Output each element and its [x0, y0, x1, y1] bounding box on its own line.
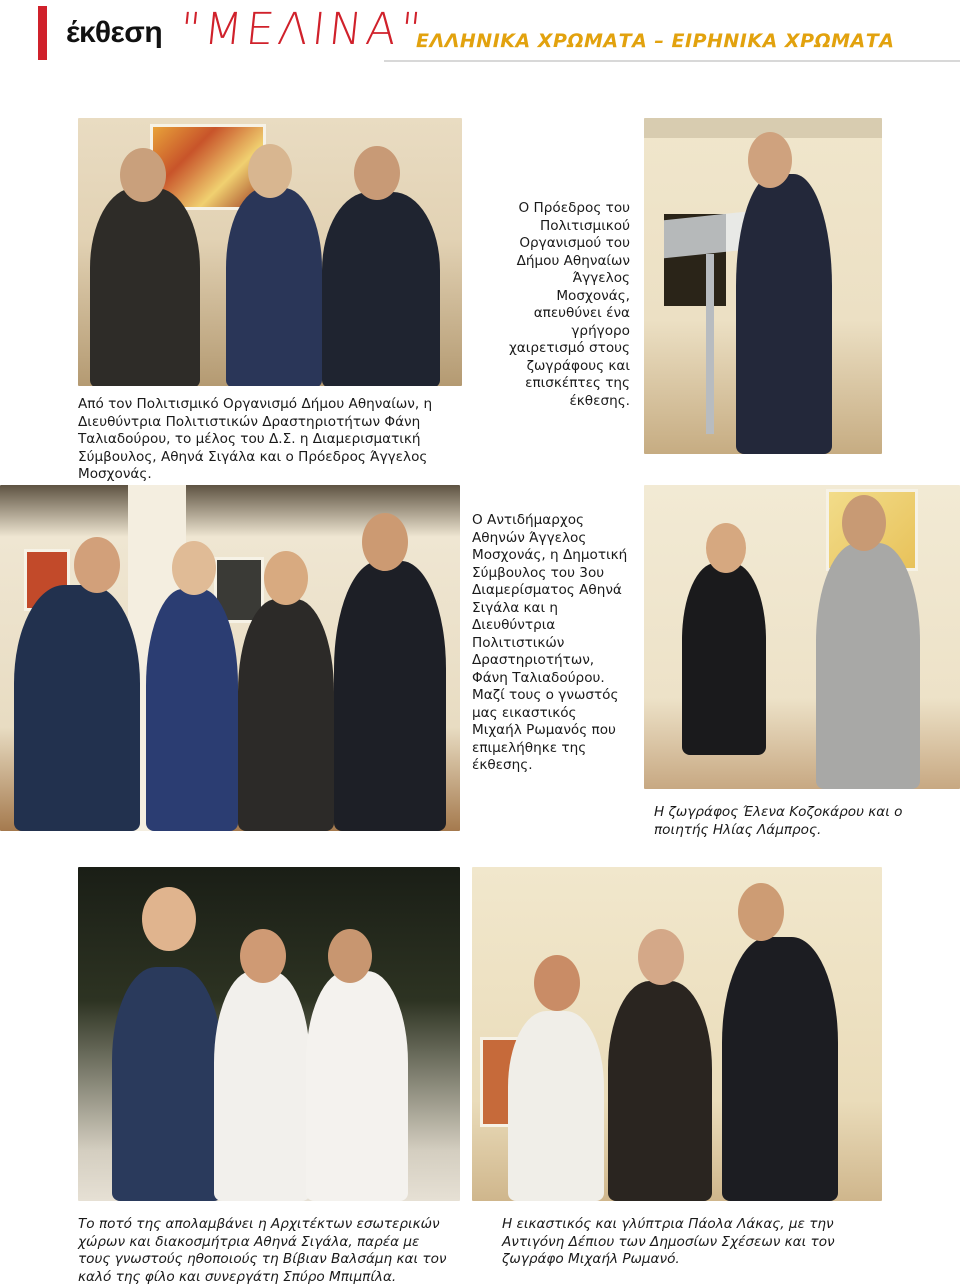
- photo-group-three: [78, 118, 462, 386]
- person-head: [240, 929, 286, 983]
- caption-group-four: Ο Αντιδήμαρχος Αθηνών Άγγελος Μοσχονάς, η Δημοτική Σύμβουλος του 3ου Διαμερίσματος Αθηνά Σιγάλα και η Διευθύντρια Πολιτιστικών Δραστηριοτήτων, Φάνη Ταλιαδούρου. Μαζί τους ο γνωστός μας εικαστικός Μιχαήλ Ρωμανός που επιμελήθηκε της έκθεσης.: [472, 512, 628, 773]
- section-accent-bar: [38, 6, 47, 60]
- person-head: [74, 537, 120, 593]
- photo-toast-group: [78, 867, 460, 1201]
- speaker-figure: [736, 174, 832, 454]
- caption-toast-group: Το ποτό της απολαμβάνει η Αρχιτέκτων εσωτερικών χώρων και διακοσμήτρια Αθηνά Σιγάλα, παρέα με τους γνωστούς ηθοποιούς τη Βίβιαν Βαλσάμη και τον καλό της φίλο και συνεργάτη Σπύρο Μπιμπίλα.: [78, 1216, 447, 1285]
- person-head: [264, 551, 308, 605]
- person-head: [328, 929, 372, 983]
- person-head: [842, 495, 886, 551]
- photo-sculptor-group: [472, 867, 882, 1201]
- person-figure: [214, 971, 310, 1201]
- person-head: [120, 148, 166, 202]
- person-figure: [334, 561, 446, 831]
- person-head: [638, 929, 684, 985]
- person-head: [362, 513, 408, 571]
- speaker-head: [748, 132, 792, 188]
- person-figure: [238, 599, 334, 831]
- caption-speaker: Ο Πρόεδρος του Πολιτισμικού Οργανισμού του Δήμου Αθηναίων Άγγελος Μοσχονάς, απευθύνει ένα γρήγορο χαιρετισμό στους ζωγράφους και επισκέπτες της έκθεσης.: [508, 200, 630, 409]
- section-label: έκθεση: [66, 16, 163, 49]
- person-figure: [112, 967, 222, 1201]
- exhibition-tagline: ΕΛΛΗΝΙΚΑ ΧΡΩΜΑΤΑ – ΕΙΡΗΝΙΚΑ ΧΡΩΜΑΤΑ: [416, 30, 895, 52]
- person-head: [354, 146, 400, 200]
- person-head: [248, 144, 292, 198]
- person-figure: [816, 543, 920, 789]
- person-figure: [322, 192, 440, 386]
- person-figure: [508, 1011, 604, 1201]
- person-figure: [90, 188, 200, 386]
- photo-group-four: [0, 485, 460, 831]
- person-figure: [306, 971, 408, 1201]
- person-figure: [682, 563, 766, 755]
- person-figure: [146, 589, 238, 831]
- person-figure: [226, 188, 322, 386]
- photo-speaker-podium: [644, 118, 882, 454]
- person-head: [142, 887, 196, 951]
- person-figure: [608, 981, 712, 1201]
- caption-group-three: Από τον Πολιτισμικό Οργανισμό Δήμου Αθηναίων, η Διευθύντρια Πολιτιστικών Δραστηριοτήτων Φάνη Ταλιαδούρου, το μέλος του Δ.Σ. η Διαμερισματική Σύμβουλος, Αθηνά Σιγάλα και ο Πρόεδρος Άγγελος Μοσχονάς.: [78, 396, 433, 482]
- person-head: [706, 523, 746, 573]
- person-figure: [722, 937, 838, 1201]
- person-figure: [14, 585, 140, 831]
- person-head: [738, 883, 784, 941]
- header-divider: [384, 60, 960, 62]
- caption-painter-poet: Η ζωγράφος Έλενα Κοζοκάρου και ο ποιητής Ηλίας Λάμπρος.: [654, 804, 903, 838]
- person-head: [172, 541, 216, 595]
- podium-stand: [706, 254, 714, 434]
- photo-painter-poet: [644, 485, 960, 789]
- person-head: [534, 955, 580, 1011]
- exhibition-title: "ΜΕΛΙΝΑ": [177, 4, 428, 55]
- caption-sculptor-group: Η εικαστικός και γλύπτρια Πάολα Λάκας, με την Αντιγόνη Δέπιου των Δημοσίων Σχέσεων και τον ζωγράφο Μιχαήλ Ρωμανό.: [502, 1216, 835, 1267]
